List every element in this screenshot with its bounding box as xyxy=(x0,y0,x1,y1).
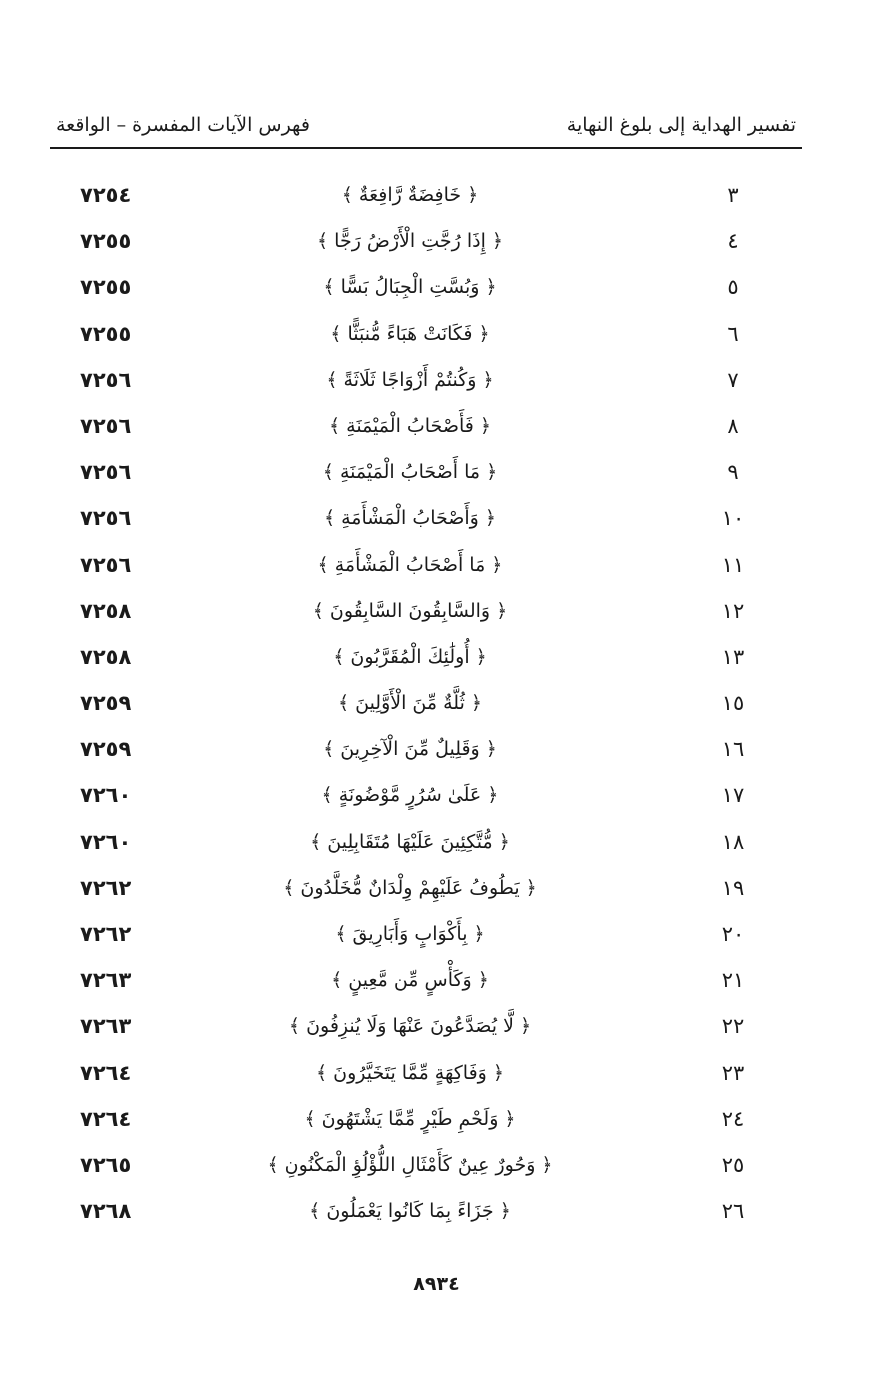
page-reference: ٧٢٦٨ xyxy=(80,1199,132,1224)
page-number: ٨٩٣٤ xyxy=(413,1273,460,1295)
verse-number: ٤ xyxy=(727,229,739,254)
verse-number: ٦ xyxy=(727,321,739,346)
verse-text: ﴿ ثُلَّةٌ مِّنَ الْأَوَّلِينَ ﴾ xyxy=(337,692,483,715)
table-row xyxy=(0,588,873,634)
page-reference: ٧٢٦٣ xyxy=(80,1014,132,1039)
verse-number: ٢١ xyxy=(721,968,745,993)
verse-text: ﴿ إِذَا رُجَّتِ الْأَرْضُ رَجًّا ﴾ xyxy=(316,230,504,253)
table-row xyxy=(0,819,873,865)
page-reference: ٧٢٥٨ xyxy=(80,598,132,623)
page-reference: ٧٢٦٥ xyxy=(80,1152,132,1177)
verse-text: ﴿ مَا أَصْحَابُ الْمَشْأَمَةِ ﴾ xyxy=(317,553,503,576)
verse-text: ﴿ مَا أَصْحَابُ الْمَيْمَنَةِ ﴾ xyxy=(322,461,498,484)
section-title: فهرس الآيات المفسرة – الواقعة xyxy=(56,114,310,136)
page-reference: ٧٢٦٣ xyxy=(80,968,132,993)
table-row xyxy=(0,911,873,957)
verse-number: ١٥ xyxy=(721,691,745,716)
page-reference: ٧٢٥٩ xyxy=(80,691,132,716)
page-reference: ٧٢٥٩ xyxy=(80,737,132,762)
verse-text: ﴿ خَافِضَةٌ رَّافِعَةٌ ﴾ xyxy=(341,184,479,206)
verse-number: ١٦ xyxy=(721,737,745,762)
verse-number: ٥ xyxy=(727,275,739,300)
table-row xyxy=(0,865,873,911)
verse-text: ﴿ يَطُوفُ عَلَيْهِمْ وِلْدَانٌ مُّخَلَّدُونَ ﴾ xyxy=(283,876,537,899)
page-reference: ٧٢٥٤ xyxy=(80,183,132,207)
table-row xyxy=(0,218,873,264)
table-row xyxy=(0,311,873,357)
table-row xyxy=(0,264,873,310)
verse-text: ﴿ فَأَصْحَابُ الْمَيْمَنَةِ ﴾ xyxy=(328,414,492,437)
running-header xyxy=(50,108,802,142)
table-row xyxy=(0,1188,873,1234)
verse-number: ٢٢ xyxy=(721,1014,745,1039)
page-reference: ٧٢٦٢ xyxy=(80,922,132,946)
verse-number: ٩ xyxy=(727,460,739,485)
page-reference: ٧٢٥٦ xyxy=(80,552,132,577)
table-row xyxy=(0,1003,873,1049)
page-reference: ٧٢٥٥ xyxy=(80,275,132,300)
table-row xyxy=(0,403,873,449)
verse-number: ٢٣ xyxy=(721,1060,745,1085)
table-row xyxy=(0,172,873,218)
verse-number: ٢٦ xyxy=(721,1199,745,1224)
table-row xyxy=(0,449,873,495)
table-row xyxy=(0,357,873,403)
table-row xyxy=(0,542,873,588)
page-reference: ٧٢٦٠ xyxy=(80,829,132,854)
verse-number: ١٧ xyxy=(721,783,745,808)
verse-number: ٢٤ xyxy=(721,1106,745,1131)
verse-number: ٣ xyxy=(727,183,739,207)
book-title: تفسير الهداية إلى بلوغ النهاية xyxy=(566,114,796,136)
page-reference: ٧٢٥٦ xyxy=(80,460,132,485)
page-reference: ٧٢٦٠ xyxy=(80,783,132,808)
verse-text: ﴿ وَأَصْحَابُ الْمَشْأَمَةِ ﴾ xyxy=(323,507,497,530)
table-row xyxy=(0,726,873,772)
table-row xyxy=(0,957,873,1003)
page-reference: ٧٢٦٢ xyxy=(80,875,132,900)
verse-text: ﴿ عَلَىٰ سُرُرٍ مَّوْضُونَةٍ ﴾ xyxy=(321,784,499,807)
verse-number: ١٣ xyxy=(721,644,745,669)
table-row xyxy=(0,1050,873,1096)
verse-index-table xyxy=(0,172,873,1234)
verse-number: ٢٥ xyxy=(721,1152,745,1177)
verse-text: ﴿ وَكُنتُمْ أَزْوَاجًا ثَلَاثَةً ﴾ xyxy=(326,368,494,391)
table-row xyxy=(0,1142,873,1188)
verse-number: ١١ xyxy=(721,552,745,577)
verse-number: ٨ xyxy=(727,413,739,438)
verse-text: ﴿ فَكَانَتْ هَبَاءً مُّنبَثًّا ﴾ xyxy=(330,322,490,345)
page-reference: ٧٢٥٥ xyxy=(80,321,132,346)
verse-text: ﴿ وَبُسَّتِ الْجِبَالُ بَسًّا ﴾ xyxy=(323,276,497,299)
table-row xyxy=(0,495,873,541)
verse-text: ﴿ وَالسَّابِقُونَ السَّابِقُونَ ﴾ xyxy=(312,599,508,622)
verse-text: ﴿ وَكَأْسٍ مِّن مَّعِينٍ ﴾ xyxy=(331,969,489,992)
verse-number: ٧ xyxy=(727,367,739,392)
page-reference: ٧٢٥٦ xyxy=(80,506,132,531)
table-row xyxy=(0,680,873,726)
page-reference: ٧٢٥٨ xyxy=(80,644,132,669)
verse-number: ١٢ xyxy=(721,598,745,623)
verse-number: ٢٠ xyxy=(721,922,745,946)
page-reference: ٧٢٦٤ xyxy=(80,1060,132,1085)
page-reference: ٧٢٥٦ xyxy=(80,413,132,438)
table-row xyxy=(0,772,873,818)
verse-text: ﴿ جَزَاءً بِمَا كَانُوا يَعْمَلُونَ ﴾ xyxy=(309,1200,511,1223)
verse-text: ﴿ وَحُورٌ عِينٌ كَأَمْثَالِ اللُّؤْلُؤِ الْمَكْنُونِ ﴾ xyxy=(267,1153,553,1176)
verse-text: ﴿ وَقَلِيلٌ مِّنَ الْآخِرِينَ ﴾ xyxy=(323,738,497,761)
table-row xyxy=(0,634,873,680)
verse-text: ﴿ بِأَكْوَابٍ وَأَبَارِيقَ ﴾ xyxy=(335,923,485,945)
verse-number: ١٠ xyxy=(721,506,745,531)
table-row xyxy=(0,1096,873,1142)
page-reference: ٧٢٦٤ xyxy=(80,1106,132,1131)
verse-text: ﴿ أُولَٰئِكَ الْمُقَرَّبُونَ ﴾ xyxy=(333,645,487,668)
verse-text: ﴿ لَّا يُصَدَّعُونَ عَنْهَا وَلَا يُنزِفُونَ ﴾ xyxy=(288,1015,532,1038)
page-reference: ٧٢٥٥ xyxy=(80,229,132,254)
verse-number: ١٨ xyxy=(721,829,745,854)
verse-text: ﴿ مُّتَّكِئِينَ عَلَيْهَا مُتَقَابِلِينَ ﴾ xyxy=(310,830,510,853)
verse-number: ١٩ xyxy=(721,875,745,900)
verse-text: ﴿ وَلَحْمِ طَيْرٍ مِّمَّا يَشْتَهُونَ ﴾ xyxy=(304,1107,516,1130)
verse-text: ﴿ وَفَاكِهَةٍ مِّمَّا يَتَخَيَّرُونَ ﴾ xyxy=(315,1061,505,1084)
header-rule xyxy=(50,147,802,149)
page-reference: ٧٢٥٦ xyxy=(80,367,132,392)
